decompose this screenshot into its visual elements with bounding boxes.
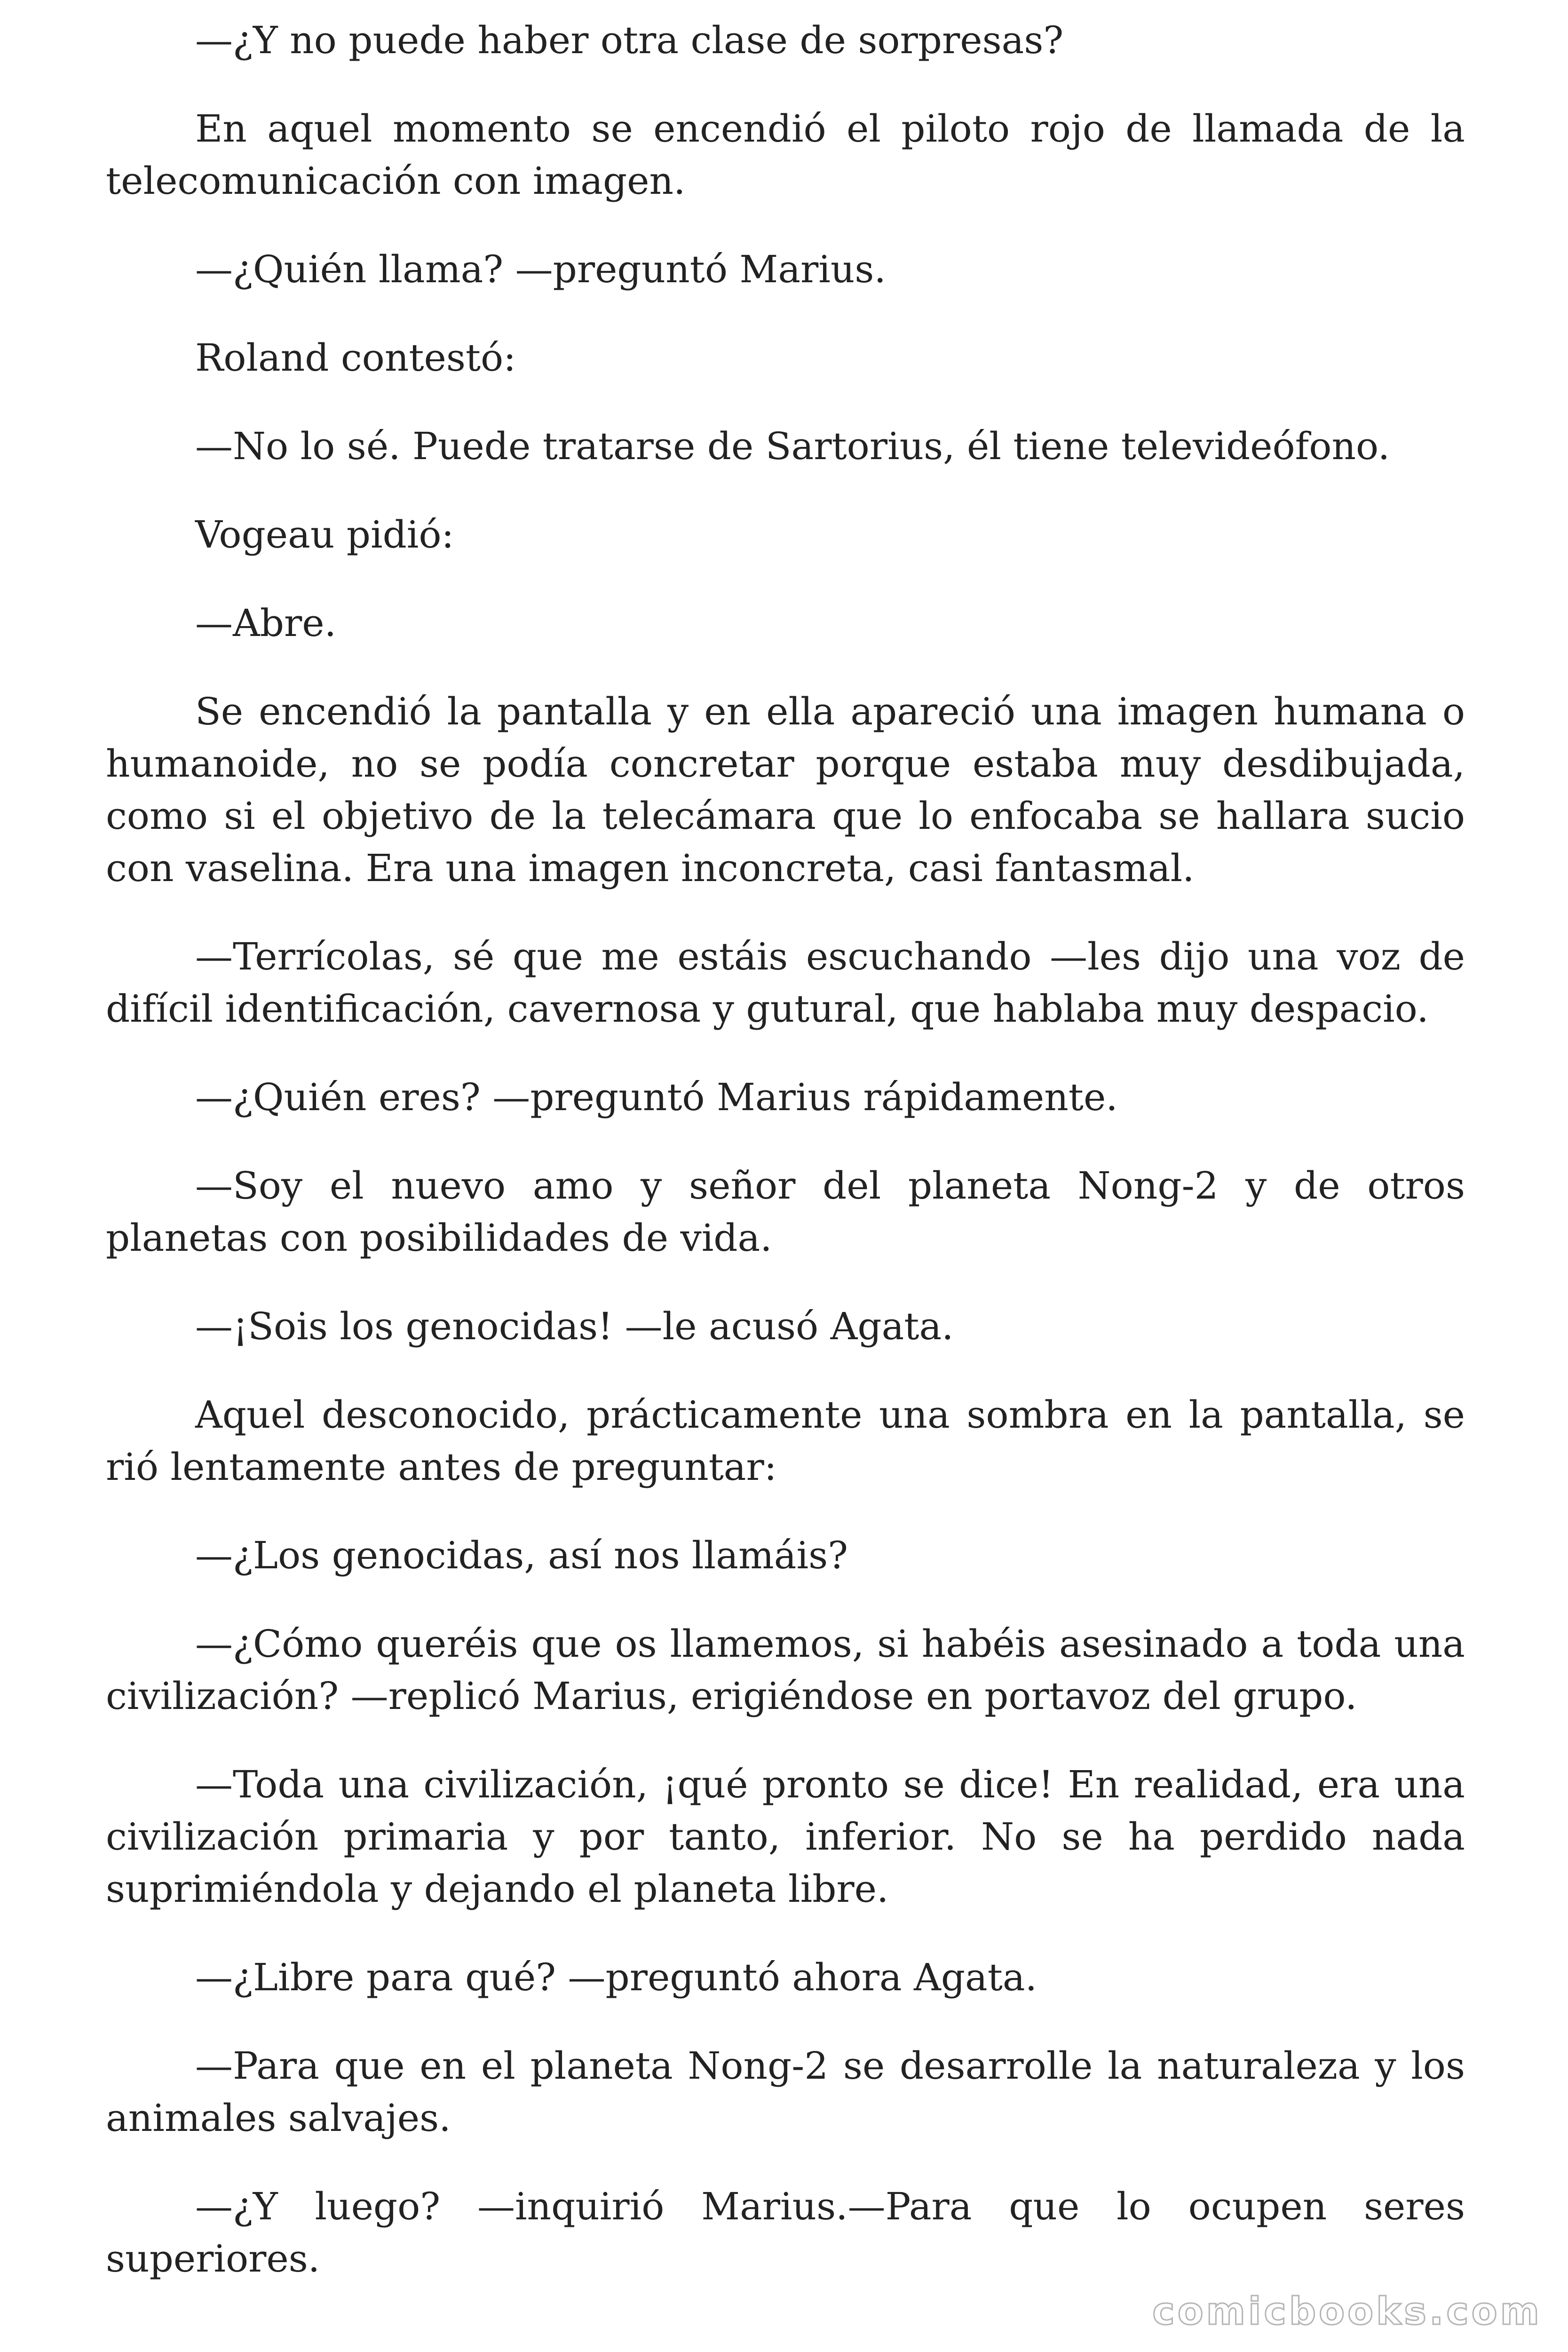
paragraph: —¿Quién llama? —preguntó Marius. [195,247,886,291]
paragraph: —¿Los genocidas, así nos llamáis? [195,1534,848,1577]
paragraph: —¡Sois los genocidas! —le acusó Agata. [195,1304,954,1348]
paragraph: —Soy el nuevo amo y señor del planeta Nong-2 y de otros planetas con posibilidades de vida. [106,1164,1465,1260]
paragraph: —¿Libre para qué? —preguntó ahora Agata. [195,1955,1037,1999]
paragraph: —¿Cómo queréis que os llamemos, si habéis asesinado a toda una civilización? —replicó Marius, erigiéndose en portavoz del grupo. [106,1622,1465,1718]
paragraph: Roland contestó: [195,336,516,380]
paragraph: —¿Y luego? —inquirió Marius.—Para que lo ocupen seres superiores. [106,2185,1465,2280]
paragraph: En aquel momento se encendió el piloto rojo de llamada de la telecomunicación con imagen. [106,107,1465,203]
paragraph: Se encendió la pantalla y en ella apareció una imagen humana o humanoide, no se podía concretar porque estaba muy desdibujada, como si el objetivo de la telecámara que lo enfocaba se hallara sucio con vaselina. Era una imagen inconcreta, casi fantasmal. [106,690,1465,890]
paragraph: —Para que en el planeta Nong-2 se desarrolle la naturaleza y los animales salvajes. [106,2044,1465,2140]
document-body [106,14,1465,2321]
paragraph: —¿Y no puede haber otra clase de sorpresas? [195,18,1064,62]
watermark: comicbooks.com [1152,2289,1542,2333]
paragraph: —Toda una civilización, ¡qué pronto se dice! En realidad, era una civilización primaria y por tanto, inferior. No se ha perdido nada suprimiéndola y dejando el planeta libre. [106,1763,1465,1911]
paragraph: —Abre. [195,601,336,645]
paragraph: —Terrícolas, sé que me estáis escuchando —les dijo una voz de difícil identificación, cavernosa y gutural, que hablaba muy despacio. [106,935,1465,1031]
paragraph: Vogeau pidió: [195,513,454,556]
paragraph: —No lo sé. Puede tratarse de Sartorius, él tiene televideófono. [195,424,1390,468]
paragraph: Aquel desconocido, prácticamente una sombra en la pantalla, se rió lentamente antes de preguntar: [106,1393,1465,1489]
paragraph: —¿Quién eres? —preguntó Marius rápidamente. [195,1075,1118,1119]
